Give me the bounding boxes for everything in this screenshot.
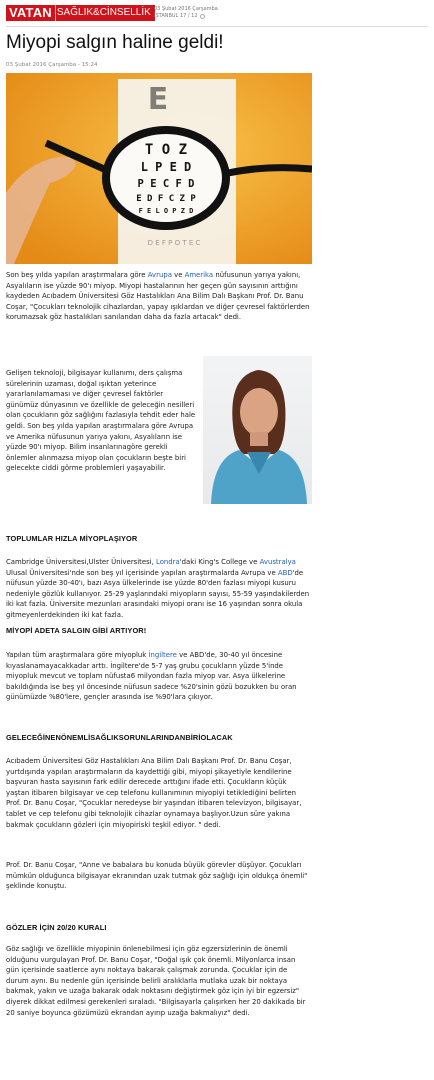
publication-location: İSTANBUL 17 / 12 <box>154 13 198 19</box>
section-heading-1: TOPLUMLAR HIZLA MİYOPLAŞIYOR <box>6 534 138 543</box>
article-paragraph-5: Acıbadem Üniversitesi Göz Hastalıkları Ana Bilim Dalı Başkanı Prof. Dr. Banu Coşar, yurtdışında yapılan araştırmaların da kaydettiği gibi, miyopi şikayetiyle kendilerine başvuran hasta sayısının fark edilir derecede arttığını ifade etti. Çocukların küçük yaştan itibaren bilgisayar ve cep telefonu kullanımının miyopiyi tetiklediğini belirten Prof. Dr. Banu Coşar, "Çocuklar neredeyse bir yaşından itibaren televizyon, bilgisayar, tablet ve cep telefonu gibi teknolojik cihazlar oynamaya başlıyor.Uzun süre yakına bakmak çocukların gözleri için miyopiriski teşkil ediyor. " dedi. <box>6 757 302 829</box>
chart-line-6: F E L O P Z D <box>138 207 194 215</box>
article-paragraph-7: Göz sağlığı ve özellikle miyopinin önlenebilmesi için göz egzersizlerinin de önemli olduğunu vurgulayan Prof. Dr. Banu Coşar, "Doğal ışık çok önemli. Milyonlarca insan gün içerisinde saatlerce aynı noktaya bakarak çalışmak zorunda. Çocuklar için de durum aynı. Bu nedenle gün içerisinde belirli aralıklarla mutlaka uzak bir noktaya bakmak, yakın ve uzağa bakarak odak noktasını değiştirmek göz için iyi bir egzersiz" diyerek dikkat edilmesi gerekenleri sıraladı. "Bilgisayarla çalışırken her 20 dakikada bir 20 saniye boyunca gözümüzü ekrandan ayırıp uzağa bakmalıyız" dedi. <box>6 945 306 1017</box>
eye-chart-illustration <box>6 73 312 264</box>
article-paragraph-4: Yapılan tüm araştırmalara göre miyopluk İngiltere ve ABD'de, 30-40 yıl öncesine kıyaslanamayacakkadar arttı. İngiltere'de 5-7 yaş grubu çocukların yüzde 5'inde miyopluk mevcut ve toplam nüfusta6 milyondan fazla miyop var. Asya ülkelerine bakıldığında ise beş yıl öncesinde nüfusun sadece %20'sinin gözü bozukken bu oran günümüzde %80'lere, gençler arasında ise %90'lara çıkıyor. <box>6 651 297 702</box>
article-paragraph-6: Prof. Dr. Banu Coşar, "Anne ve babalara bu konuda büyük görevler düşüyor. Çocukları mümkün olduğunca bilgisayar ekranından uzak tutmak göz sağlığı için oldukça önemli" şeklinde konuştu. <box>6 861 308 891</box>
header-divider <box>6 26 428 27</box>
link-amerika[interactable]: Amerika <box>184 271 214 279</box>
publication-info <box>154 6 218 20</box>
chart-line-7: D E F P O T E C <box>147 239 201 247</box>
chart-line-5: E D F C Z P <box>136 194 196 204</box>
link-abd[interactable]: ABD <box>277 568 293 577</box>
article-paragraph-2: Gelişen teknoloji, bilgisayar kullanımı, ders çalışma sürelerinin uzaması, doğal ışıktan yeterince yararlanılamaması ve diğer çevresel faktörler günümüz dünyasının ve özellikle de geleceğin nesilleri olan çocukların göz sağlığını fazlasıyla tehdit eder hale geldi. Son beş yılda yapılan araştırmalara göre Avrupa ve Amerika nüfusunun yarıya yakını, Asyalıların ise yüzde 90'ı miyop. Bilim insanlarınagöre gerekli önlemler alınmazsa miyop olan çocukların beşte biri gelecekte ciddi görme problemleri yaşayabilir. <box>6 369 196 473</box>
sun-icon <box>200 14 205 19</box>
hero-image <box>6 73 312 264</box>
chart-line-3: L P E D <box>140 160 192 174</box>
article-paragraph-3: Cambridge Üniversitesi,Ulster Üniversitesi, Londra'daki King's College ve Avustralya Ulusal Üniversitesi'nde son beş yıl içerisinde yapılan araştırmalarda Avrupa ve ABD'de nüfusun yüzde 30-40'ı, bazı Asya ülkelerinde ise yüzde 80'den fazlası miyopi kusuru nedeniyle gözlük kullanıyor. 25-29 yaşlarındaki miyopların sayısı, 55-59 yaşındakilerden iki kat fazla. Üniversite mezunları arasındaki miyopi oranı ise 16 yaşından sonra okula gitmeyenlerdekinden iki kat fazla. <box>6 558 310 619</box>
link-avrupa[interactable]: Avrupa <box>147 271 172 279</box>
link-londra[interactable]: Londra <box>155 558 180 566</box>
article-date: 03 Şubat 2016 Çarşamba - 15:24 <box>6 62 98 68</box>
section-heading-2: MİYOPİ ADETA SALGIN GİBİ ARTIYOR! <box>6 626 147 635</box>
section-name[interactable]: SAĞLIK&CİNSELLİK <box>55 5 155 21</box>
chart-line-2: T O Z <box>144 142 188 158</box>
publication-date: 03 Şubat 2016 Çarşamba <box>154 6 218 12</box>
chart-line-4: P E C F D <box>137 178 195 190</box>
link-avustralya[interactable]: Avustralya <box>259 558 296 566</box>
brand-name[interactable]: VATAN <box>6 5 55 21</box>
article-paragraph-1: Son beş yılda yapılan araştırmalara göre Avrupa ve Amerika nüfusunun yarıya yakını, Asyalıların ise yüzde 90'ı miyop. Miyopi hastalarının her geçen gün sayısının arttığını kaydeden Acıbadem Üniversitesi Göz Hastalıkları Ana Bilim Dalı Başkanı Prof. Dr. Banu Coşar, "Çocukları teknolojik cihazlardan, yapay ışıklardan ve diğer çevresel faktörlerden korumazsak göz hastalıkları sanılandan daha da fazla artacak" dedi. <box>6 271 310 322</box>
link-ingiltere[interactable]: İngiltere <box>148 651 177 659</box>
section-heading-3: GELECEĞİNENÖNEMLİSAĞLIKSORUNLARINDANBİRİOLACAK <box>6 733 233 742</box>
article-title: Miyopi salgın haline geldi! <box>6 32 224 53</box>
site-header <box>6 5 428 25</box>
doctor-photo <box>203 356 312 504</box>
chart-line-1: E <box>147 82 169 117</box>
section-heading-4: GÖZLER İÇİN 20/20 KURALI <box>6 923 107 932</box>
